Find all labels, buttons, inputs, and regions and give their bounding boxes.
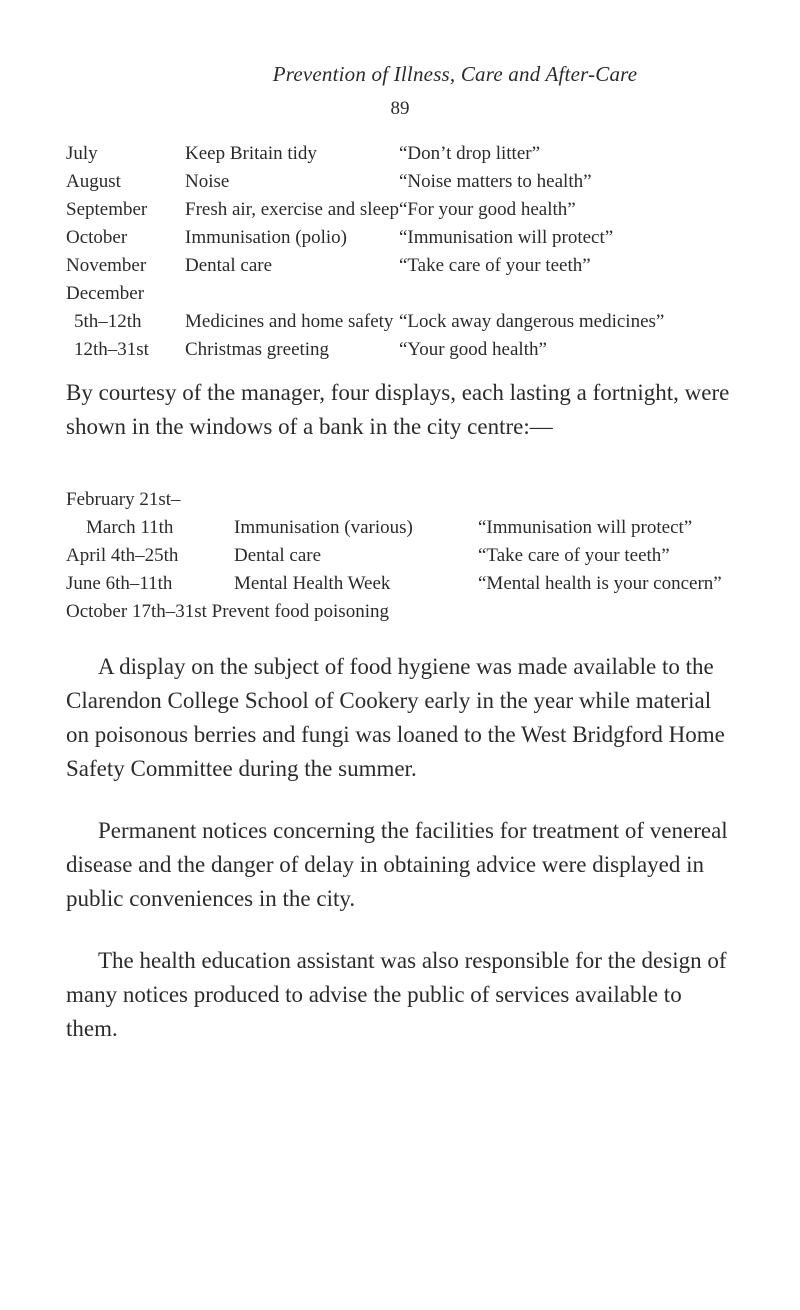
date-cell: April 4th–25th <box>66 545 179 566</box>
slogan-cell: “Take care of your teeth” <box>478 545 670 566</box>
table-row <box>66 308 664 336</box>
campaign-schedule-table <box>66 140 664 364</box>
date-cell: February 21st– <box>66 489 181 510</box>
month-cell: August <box>66 171 121 192</box>
topic-cell <box>234 486 478 514</box>
health-education-paragraph: The health education assistant was also responsible for the design of many notices produced to advise the public of services available to them. <box>66 948 727 1041</box>
month-cell: November <box>66 255 147 276</box>
slogan-cell <box>478 486 722 514</box>
slogan-cell: “Don’t drop litter” <box>398 143 541 164</box>
date-cell: March 11th <box>86 517 174 538</box>
slogan-cell: “Mental health is your concern” <box>478 573 722 594</box>
slogan-cell <box>399 280 664 308</box>
month-cell: December <box>66 283 145 304</box>
topic-cell: Medicines and home safety <box>185 311 394 332</box>
date-topic-cell <box>66 598 722 626</box>
slogan-cell: “Your good health” <box>398 339 547 360</box>
month-cell: October <box>66 227 128 248</box>
table-row <box>66 598 722 626</box>
slogan-cell: “Immunisation will protect” <box>478 517 693 538</box>
slogan-cell: “Immunisation will protect” <box>398 227 614 248</box>
month-cell: July <box>66 143 98 164</box>
table-row <box>66 196 664 224</box>
topic-cell: Immunisation (polio) <box>185 227 348 248</box>
table-row <box>66 570 722 598</box>
topic-cell: Christmas greeting <box>185 339 330 360</box>
slogan-cell: “Lock away dangerous medicines” <box>398 311 665 332</box>
venereal-disease-paragraph: Permanent notices concerning the facilities for treatment of venereal disease and the danger of delay in obtaining advice were displayed in public conveniences in the city. <box>66 818 728 911</box>
table-row <box>66 486 722 514</box>
slogan-cell: “Noise matters to health” <box>398 171 592 192</box>
topic-cell: Dental care <box>185 255 273 276</box>
table-row <box>66 280 664 308</box>
table-row <box>66 140 664 168</box>
page-number: 89 <box>390 98 410 119</box>
slogan-cell: “Take care of your teeth” <box>398 255 591 276</box>
topic-text: Prevent food poisoning <box>211 601 389 622</box>
topic-cell: Mental Health Week <box>234 573 391 594</box>
bank-displays-paragraph: By courtesy of the manager, four displays, each lasting a fortnight, were shown in the windows of a bank in the city centre:— <box>66 380 730 439</box>
slogan-cell: “For your good health” <box>398 199 576 220</box>
month-cell: 5th–12th <box>74 311 142 332</box>
topic-cell: Immunisation (various) <box>234 517 413 538</box>
topic-cell: Noise <box>185 171 230 192</box>
month-cell: September <box>66 199 148 220</box>
food-hygiene-paragraph: A display on the subject of food hygiene was made available to the Clarendon College School of Cookery early in the year while material on poisonous berries and fungi was loaned to the West Bridgford Home Safety Committee during the summer. <box>66 654 725 781</box>
date-text: October 17th–31st <box>66 601 207 622</box>
topic-cell: Fresh air, exercise and sleep <box>185 199 399 220</box>
table-row <box>66 224 664 252</box>
table-row <box>66 542 722 570</box>
table-row <box>66 252 664 280</box>
topic-cell: Keep Britain tidy <box>185 143 317 164</box>
table-row <box>66 336 664 364</box>
month-cell: 12th–31st <box>74 339 149 360</box>
topic-cell <box>185 280 399 308</box>
bank-displays-table <box>66 486 722 626</box>
table-row <box>66 168 664 196</box>
running-title: Prevention of Illness, Care and After-Care <box>272 62 638 86</box>
date-cell: June 6th–11th <box>66 573 173 594</box>
table-row <box>66 514 722 542</box>
topic-cell: Dental care <box>234 545 322 566</box>
